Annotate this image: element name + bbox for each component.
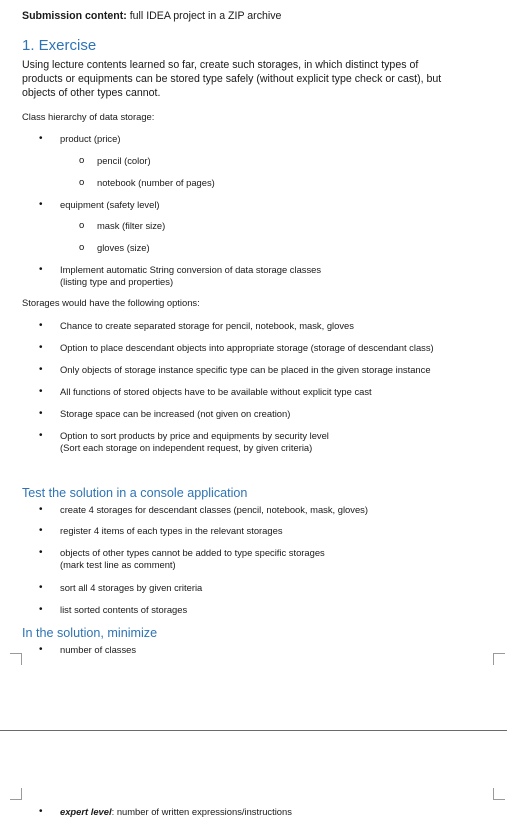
page-corner-mark [10, 788, 22, 800]
bullet-icon: • [39, 133, 43, 144]
exercise-intro [22, 58, 492, 100]
bullet-icon: • [39, 264, 43, 275]
product-item: product (price) [60, 133, 121, 144]
exercise-heading: 1. Exercise [22, 37, 97, 54]
expert-level-colon: : [111, 806, 115, 817]
sort-option-line-2: (Sort each storage on independent request, by given criteria) [60, 442, 313, 453]
notebook-item: notebook (number of pages) [97, 177, 215, 188]
bullet-icon: • [39, 644, 43, 655]
string-conversion-line-1: Implement automatic String conversion of data storage classes [60, 264, 322, 275]
bullet-icon: • [39, 408, 43, 419]
bullet-icon: • [39, 364, 43, 375]
bullet-icon: • [39, 806, 43, 817]
bullet-icon: • [39, 547, 43, 558]
bullet-icon: • [39, 320, 43, 331]
bullet-icon: • [39, 342, 43, 353]
expert-level-text: number of written expressions/instructions [114, 806, 292, 817]
sort-option-item [60, 430, 329, 454]
test-item: register 4 items of each types in the relevant storages [60, 525, 283, 536]
sub-bullet-icon: o [79, 155, 85, 166]
hierarchy-label: Class hierarchy of data storage: [22, 111, 155, 122]
submission-label: Submission content: [22, 10, 127, 22]
bullet-icon: • [39, 199, 43, 210]
pencil-item: pencil (color) [97, 155, 151, 166]
test-heading: Test the solution in a console application [22, 486, 248, 500]
submission-line [22, 9, 281, 23]
test-item: sort all 4 storages by given criteria [60, 582, 203, 593]
test-other-types-item [60, 547, 325, 571]
expert-level-label: expert level [60, 806, 112, 817]
options-label: Storages would have the following options: [22, 297, 200, 308]
bullet-icon: • [39, 386, 43, 397]
sub-bullet-icon: o [79, 242, 85, 253]
option-item: Storage space can be increased (not given on creation) [60, 408, 291, 419]
test-item: list sorted contents of storages [60, 604, 188, 615]
page-break-divider [0, 730, 507, 731]
bullet-icon: • [39, 504, 43, 515]
string-conversion-item [60, 264, 321, 288]
equipment-item: equipment (safety level) [60, 199, 160, 210]
page-corner-mark [493, 653, 505, 665]
minimize-item: number of classes [60, 644, 137, 655]
bullet-icon: • [39, 604, 43, 615]
minimize-heading: In the solution, minimize [22, 626, 158, 640]
intro-line-2: products or equipments can be stored type safely (without explicit type check or cast), but [22, 73, 442, 85]
intro-line-1: Using lecture contents learned so far, create such storages, in which distinct types of [22, 59, 419, 71]
sub-bullet-icon: o [79, 220, 85, 231]
test-item: create 4 storages for descendant classes (pencil, notebook, mask, gloves) [60, 504, 368, 515]
bullet-icon: • [39, 525, 43, 536]
gloves-item: gloves (size) [97, 242, 150, 253]
intro-line-3: objects of other types cannot. [22, 87, 161, 99]
other-types-line-2: (mark test line as comment) [60, 559, 176, 570]
option-item: Only objects of storage instance specific type can be placed in the given storage instance [60, 364, 431, 375]
option-item: All functions of stored objects have to be available without explicit type cast [60, 386, 372, 397]
expert-level-item [60, 806, 292, 818]
sub-bullet-icon: o [79, 177, 85, 188]
string-conversion-line-2: (listing type and properties) [60, 276, 174, 287]
submission-text: full IDEA project in a ZIP archive [126, 10, 282, 22]
mask-item: mask (filter size) [97, 220, 166, 231]
bullet-icon: • [39, 582, 43, 593]
sort-option-line-1: Option to sort products by price and equipments by security level [60, 430, 329, 441]
page-corner-mark [493, 788, 505, 800]
option-item: Option to place descendant objects into appropriate storage (storage of descendant class) [60, 342, 434, 353]
option-item: Chance to create separated storage for pencil, notebook, mask, gloves [60, 320, 354, 331]
other-types-line-1: objects of other types cannot be added to type specific storages [60, 547, 325, 558]
bullet-icon: • [39, 430, 43, 441]
page-corner-mark [10, 653, 22, 665]
